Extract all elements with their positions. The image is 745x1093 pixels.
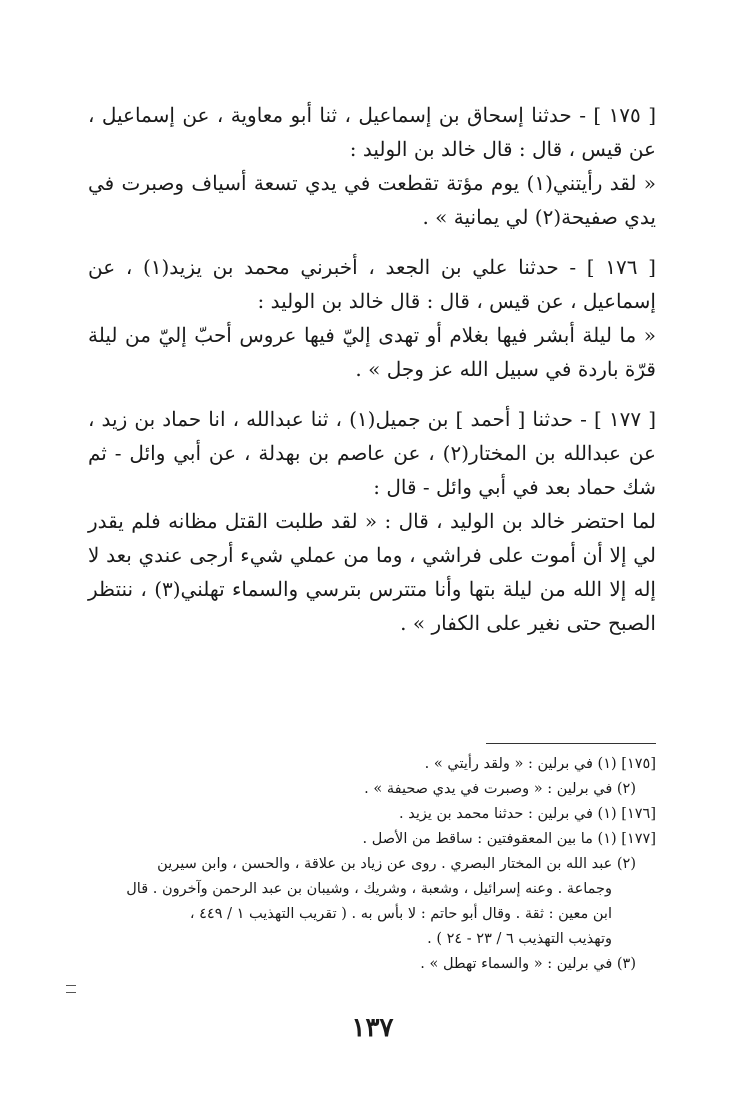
footnotes	[88, 752, 656, 977]
isnad-175: [ ١٧٥ ] - حدثنا إسحاق بن إسماعيل ، ثنا أبو معاوية ، عن إسماعيل ، عن قيس ، قال : قال خالد بن الوليد :	[88, 103, 656, 161]
matn-175: « لقد رأيتني(١) يوم مؤتة تقطعت في يدي تسعة أسياف وصبرت في يدي صفيحة(٢) لي يمانية » .	[88, 171, 657, 229]
hadith-entry-175	[88, 98, 656, 234]
footnote-line: [١٧٥] (١) في برلين : « ولقد رأيتي » .	[424, 756, 656, 772]
isnad-177: [ ١٧٧ ] - حدثنا [ أحمد ] بن جميل(١) ، ثنا عبدالله ، انا حماد بن زيد ، عن عبدالله بن المختار(٢) ، عن عاصم بن بهدلة ، عن أبي وائل - ثم شك حماد بعد في أبي وائل - قال :	[88, 407, 656, 499]
footnote-line: وتهذيب التهذيب ٦ / ٢٣ - ٢٤ ) .	[427, 931, 612, 947]
matn-177: لما احتضر خالد بن الوليد ، قال : « لقد طلبت القتل مظانه فلم يقدر لي إلا أن أموت على فراشي ، وما من عملي شيء أرجى عندي بعد لا إله إلا الله من ليلة بتها وأنا متترس بترسي والسماء تهلني(٣) ، ننتظر الصبح حتى نغير على الكفار » .	[88, 509, 656, 635]
isnad-176: [ ١٧٦ ] - حدثنا علي بن الجعد ، أخبرني محمد بن يزيد(١) ، عن إسماعيل ، عن قيس ، قال : قال خالد بن الوليد :	[88, 255, 656, 313]
footnote-line: (٣) في برلين : « والسماء تهطل » .	[420, 956, 636, 972]
main-text	[88, 98, 656, 656]
footnote-line: (٢) عبد الله بن المختار البصري . روى عن زياد بن علاقة ، والحسن ، وابن سيرين	[157, 856, 636, 872]
footnote-line: (٢) في برلين : « وصبرت في يدي صحيفة » .	[364, 781, 636, 797]
footnote-divider	[486, 743, 656, 744]
footnote-line: وجماعة . وعنه إسرائيل ، وشعبة ، وشريك ، وشيبان بن عبد الرحمن وآخرون . قال	[126, 881, 612, 897]
footnote-line: [١٧٦] (١) في برلين : حدثنا محمد بن يزيد .	[399, 806, 656, 822]
footnote-line: [١٧٧] (١) ما بين المعقوفتين : ساقط من الأصل .	[362, 831, 656, 847]
page-number: ١٣٧	[351, 1013, 394, 1043]
margin-mark	[66, 985, 76, 993]
hadith-entry-177	[88, 402, 656, 640]
matn-176: « ما ليلة أبشر فيها بغلام أو تهدى إليّ فيها عروس أحبّ إليّ من ليلة قرّة باردة في سبيل الله عز وجل » .	[88, 323, 656, 381]
hadith-entry-176	[88, 250, 656, 386]
footnote-line: ابن معين : ثقة . وقال أبو حاتم : لا بأس به . ( تقريب التهذيب ١ / ٤٤٩ ،	[189, 906, 612, 922]
